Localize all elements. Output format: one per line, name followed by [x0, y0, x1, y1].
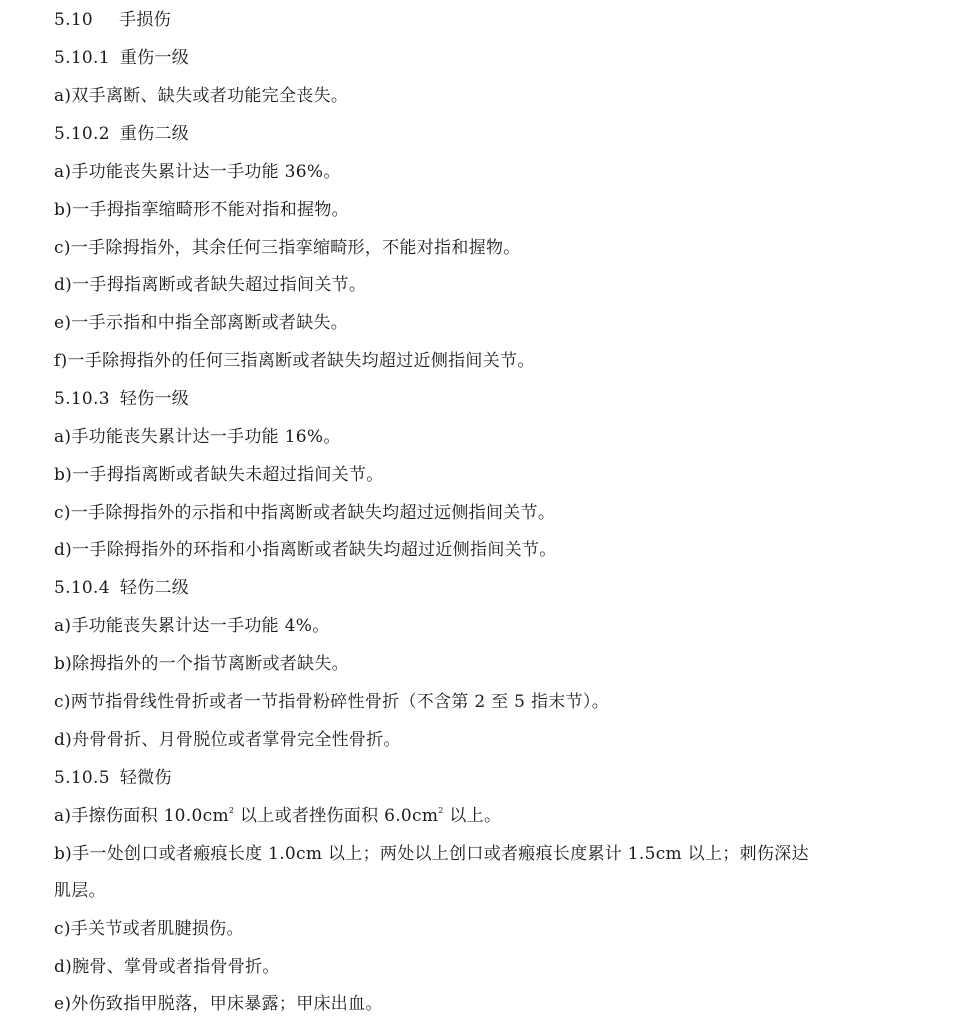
list-item: f)一手除拇指外的任何三指离断或者缺失均超过近侧指间关节。 [54, 351, 535, 371]
list-item: c)手关节或者肌腱损伤。 [54, 919, 244, 939]
subsection-heading [54, 766, 172, 790]
item-text: 以上或者挫伤面积 6.0cm [234, 806, 439, 826]
list-item: d)一手除拇指外的环指和小指离断或者缺失均超过近侧指间关节。 [54, 540, 557, 560]
superscript: 2 [228, 806, 235, 815]
list-item: e)外伤致指甲脱落，甲床暴露；甲床出血。 [54, 994, 383, 1014]
subsection-title: 轻微伤 [119, 768, 172, 788]
subsection-title: 轻伤一级 [119, 389, 190, 409]
subsection-number: 5.10.1 [54, 48, 110, 68]
subsection-heading [54, 46, 189, 70]
list-item [54, 804, 501, 828]
list-item: e)一手示指和中指全部离断或者缺失。 [54, 313, 349, 333]
subsection-heading [54, 387, 189, 411]
section-title: 手损伤 [119, 10, 171, 30]
subsection-heading [54, 576, 189, 600]
subsection-heading [54, 122, 189, 146]
subsection-number: 5.10.3 [54, 389, 110, 409]
list-item: a)双手离断、缺失或者功能完全丧失。 [54, 86, 349, 106]
list-item: a)手功能丧失累计达一手功能 16%。 [54, 427, 341, 447]
list-item-continuation: 肌层。 [54, 881, 106, 901]
list-item: b)一手拇指离断或者缺失未超过指间关节。 [54, 465, 384, 485]
list-item: a)手功能丧失累计达一手功能 36%。 [54, 162, 341, 182]
list-item: c)一手除拇指外的示指和中指离断或者缺失均超过远侧指间关节。 [54, 503, 556, 523]
subsection-title: 重伤二级 [119, 124, 190, 144]
list-item: d)腕骨、掌骨或者指骨骨折。 [54, 957, 280, 977]
subsection-title: 重伤一级 [119, 48, 190, 68]
list-item: b)一手拇指挛缩畸形不能对指和握物。 [54, 200, 349, 220]
superscript: 2 [438, 806, 444, 815]
list-item: d)一手拇指离断或者缺失超过指间关节。 [54, 275, 367, 295]
item-text: 以上。 [443, 806, 502, 826]
subsection-number: 5.10.5 [54, 768, 110, 788]
list-item: b)除拇指外的一个指节离断或者缺失。 [54, 654, 349, 674]
list-item: a)手功能丧失累计达一手功能 4%。 [54, 616, 330, 636]
list-item: c)两节指骨线性骨折或者一节指骨粉碎性骨折（不含第 2 至 5 指末节）。 [54, 692, 609, 712]
list-item: b)手一处创口或者瘢痕长度 1.0cm 以上；两处以上创口或者瘢痕长度累计 1.5cm 以上；刺伤深达 [54, 844, 809, 864]
list-item: c)一手除拇指外，其余任何三指挛缩畸形，不能对指和握物。 [54, 238, 521, 258]
subsection-number: 5.10.2 [54, 124, 110, 144]
item-text: a)手擦伤面积 10.0cm [54, 806, 229, 826]
subsection-number: 5.10.4 [54, 578, 110, 598]
section-number: 5.10 [54, 10, 94, 30]
section-heading [54, 8, 171, 32]
subsection-title: 轻伤二级 [119, 578, 190, 598]
list-item: d)舟骨骨折、月骨脱位或者掌骨完全性骨折。 [54, 730, 401, 750]
